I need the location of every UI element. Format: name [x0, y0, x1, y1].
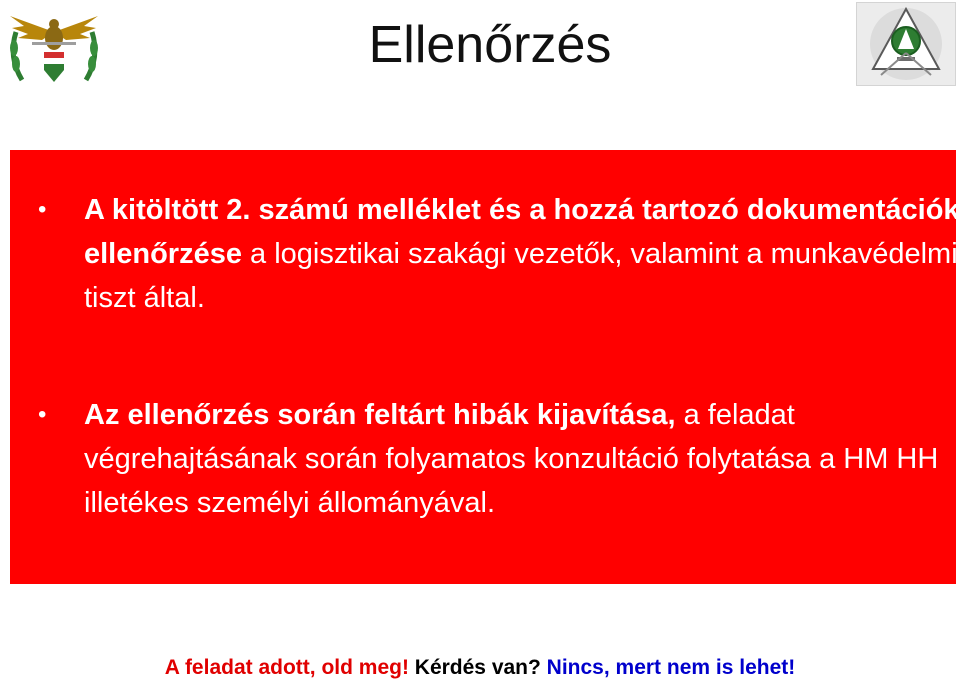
page-title: Ellenőrzés — [368, 16, 612, 74]
bullet-plain-text: a logisztikai szakági vezetők, valamint a munkavédelmi tiszt által. — [84, 238, 958, 314]
bullet-bold-text: Az ellenőrzés során feltárt hibák kijavítása, — [84, 399, 676, 431]
footer-text — [0, 654, 960, 682]
bullet-text — [84, 188, 960, 320]
bullet-dot: • — [38, 196, 47, 223]
military-emblem-icon — [856, 2, 956, 86]
footer-part-blue: Nincs, mert nem is lehet! — [540, 656, 796, 679]
content-box — [10, 150, 960, 584]
footer-part-red: A feladat adott, old meg! — [164, 656, 409, 679]
bullet-plain-text: a feladat végrehajtásának során folyamatos konzultáció folytatása a HM HH illetékes személyi állományával. — [84, 399, 939, 519]
bullet-bold-text: A kitöltött 2. számú melléklet és a hozzá tartozó dokumentációk ellenőrzése — [84, 194, 960, 270]
bullet-text — [84, 393, 960, 525]
eagle-crest-icon — [2, 2, 106, 88]
footer-part-black: Kérdés van? — [408, 656, 541, 679]
bullet-dot: • — [38, 401, 47, 428]
